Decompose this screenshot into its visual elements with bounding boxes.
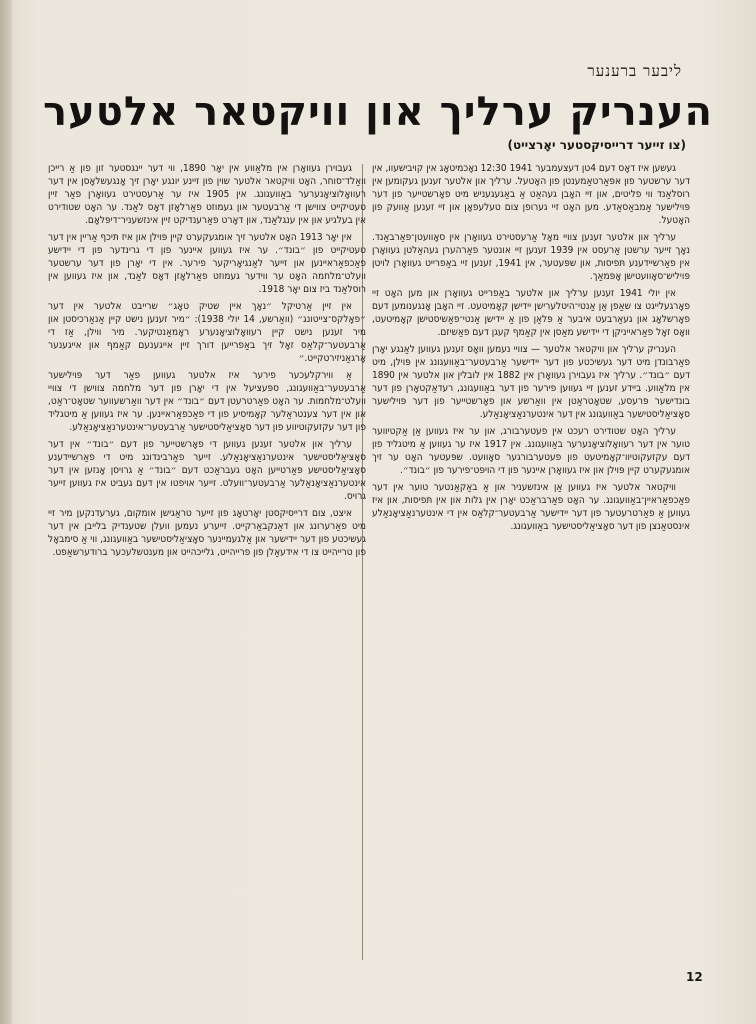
text-column-left xyxy=(48,162,366,966)
paragraph: ערליך און אלטער זענען געווען די פאָרשטייער פון דעם ״בונד״ אין דער סאָציאַליסטישער אינטערנאַציאָנאַלע. זייער פאַרבינדונג מיט די פאַרשיידענע סאָציאַליסטישע פּאַרטייען האָט געבראַכט דעם ״בונד״ אַ גרויסן אָנזען אין דער אינטערנאַציאָנאַלער אַרבעטער־וועלט. זייער אויפטו אין דעם געביט איז געווען זייער גרויס. xyxy=(48,439,366,502)
article-title: הענריק ערליך און וויקטאר אלטער xyxy=(43,89,713,135)
text-column-right xyxy=(372,162,690,966)
paragraph: אין יולי 1941 זענען ערליך און אלטער באַפרייט געוואָרן און מען האָט זיי פאָרגעלייגט צו שאַפן אַן אַנטי־היטלערישן יידישן קאָמיטעט. זיי האָבן אָנגענומען דעם פאָרשלאָג און געאַרבעט איבער אַ פּלאַן פון אַ יידישן אַנטי־פאַשיסטישן קאָמיטעט, וואָס זאָל פאַראייניקן די יידישע מאַסן אין קאַמף קעגן דעם פאַשיזם. xyxy=(372,288,690,338)
binding-shadow xyxy=(0,0,12,1024)
paragraph: וויקטאר אלטער איז געווען אַן אינזשעניר און אַ באַקאַנטער טוער אין דער פאַכפאַראיין־באַוועגונג. ער האָט פאַרבראַכט יאָרן אין גלות און אין תּפיסות, און איז געווען אַ פאַרטרעטער פון דער יידישער אַרבעטער־קלאַס אין די אינטערנאַציאָנאַלע אינסטאַנצן פון דער סאָציאַליסטישער באַוועגונג. xyxy=(372,482,690,532)
paragraph: אַ ווירקלעכער פירער איז אלטער געווען פאַר דער פּוילישער אַרבעטער־באַוועגונג, ספּעציעל אין די יאָרן פון דער מלחמה צווישן די צוויי וועלט־מלחמות. ער האָט פאַרטרעטן דעם ״בונד״ אין דער וואַרשעווער שטאָט־ראַט, און אין דער צענטראַלער קאָמיסיע פון די פאַכפאַראיינען. ער איז געווען אַ מיטגליד פון דער עקזעקוטיווע פון דער סאָציאַליסטישער אַרבעטער־אינטערנאַציאָנאַלע. xyxy=(48,370,366,433)
author-name: ליבער ברענער xyxy=(587,62,682,80)
page-number: 12 xyxy=(686,970,703,984)
paragraph: אין זיין אַרטיקל ״נאָך איין שטיק טאָג״ שרייבט אלטער אין דער ״פאָלקס־צייטונג״ (וואַרשע, 14 יולי 1938): ״מיר זענען נישט קיין אַנאַרכיסטן און מיר זענען נישט קיין רעוואָלוציאָנערע ראָמאַנטיקער. מיר ווילן, אַז די אַרבעטער־קלאַס זאָל זיך באַפרייען דורך זיין אייגענעם קאַמף און אייגענער אָרגאַניזירטקייט.״ xyxy=(48,301,366,364)
paragraph: איצט, צום דרייסיקסטן יאָרטאָג פון זייער טראַגישן אומקום, גערעדנקען מיר זיי מיט פאַרערונג און דאַנקבאַרקייט. זייערע נעמען וועלן שטענדיק בלייבן אין דער געשיכטע פון דער יידישער און אַלגעמיינער סאָציאַליסטישער באַוועגונג, ווי אַ סימבאָל פון טרייהייט צו די אידעאַלן פון פרייהייט, גלייכהייט און מענטשלעכער ברודערשאַפט. xyxy=(48,508,366,558)
paragraph: אין יאָר 1913 האָט אלטער זיך אומגעקערט קיין פּוילן און איז תּיכף אַריין אין דער טעטיקייט פון ״בונד״. ער איז געווען איינער פון די גרינדער פון די יידישע פאַכפאַראיינען און זייער לאַנגיאָריקער פירער. אין די יאָרן פון דער ערשטער וועלט־מלחמה האָט ער ווידער געמוזט פאַרלאָזן דאָס לאַנד, און איז געווען אין רוסלאַנד ביז צום יאָר 1918. xyxy=(48,232,366,295)
paragraph: געבוירן געוואָרן אין מלאַווע אין יאָר 1890, ווי דער יינגסטער זון פון אַ רייכן וואַלד־סוחר, האָט וויקטאר אלטער שוין פון זיינע יונגע יאָרן זיך אָנגעשלאָסן אין דער רעוואָלוציאָנערער באַוועגונג. אין 1905 איז ער אַרעסטירט געוואָרן פאַר זיין טעטיקייט צווישן די אַרבעטער און געמוזט פאַרלאָזן דאָס לאַנד. ער האָט שטודירט אין בעלגיע און אין ענגלאַנד, און דאָרט פאַרענדיקט זיין אינזשעניר־דיפּלאָם. xyxy=(48,163,366,226)
paragraph: געשען איז דאָס דעם 4טן דעצעמבער 1941 12:30 נאָכמיטאָג אין קויבישעוו, אין דער ערשטער פון אפּאַרטאַמענטן פון האָטעל. ערליך און אלטער זענען געקומען אין רוסלאַנד ווי פליטים, און זיי האָבן געהאַט אַ באַגעגעניש מיט פאָרשטייער פון דער פּוילישער אַמבאַסאַדע. מען האָט זיי גערופן צום טעלעפאָן און זיי זענען אַוועק פון האָטעל. xyxy=(372,163,690,226)
paragraph: ערליך האָט שטודירט רעכט אין פעטערבורג, און ער איז געווען אַן אַקטיווער טוער אין דער רעוואָלוציאָנערער באַוועגונג. אין 1917 איז ער געווען אַ מיטגליד פון דעם עקזעקוטיוו־קאָמיטעט פון פעטערבורגער סאָוועט. שפּעטער האָט ער זיך אומגעקערט קיין פּוילן און איז געוואָרן איינער פון די הויפּט־פירער פון ״בונד״. xyxy=(372,426,690,476)
article-subtitle: (צו זייער דרייסיקסטער יאָרצייט) xyxy=(507,138,686,152)
paragraph: הענריק ערליך און וויקטאר אלטער — צוויי נעמען וואָס זענען געווען לאַנגע יאָרן פאַרבונדן מיט דער געשיכטע פון דער יידישער אַרבעטער־באַוועגונג אין פּוילן, מיט דעם ״בונד״. ערליך איז געבוירן געוואָרן אין 1882 אין לובלין און אלטער אין 1890 אין מלאַווע. ביידע זענען זיי געווען פירער פון דער באַוועגונג, רעדאַקטאָרן פון דער בונדישער פּרעסע, שטאָטראַטן אין וואַרשע און פאָרשטייער פון דער פּוילישער סאָציאַליסטישער באַוועגונג אין דער אינטערנאַציאָנאַלע. xyxy=(372,344,690,420)
paragraph: ערליך און אלטער זענען צוויי מאָל אַרעסטירט געוואָרן אין סאָוועטן־פאַרבאַנד. נאָך זייער ערשטן אַרעסט אין 1939 זענען זיי אונטער פאַרהערן געהאַלטן געוואָרן אין פאַרשיידענע תּפיסות, און שפּעטער, אין 1941, זענען זיי באַפרייט געוואָרן לויטן פּויליש־סאָוועטישן אָפּמאַך. xyxy=(372,232,690,282)
